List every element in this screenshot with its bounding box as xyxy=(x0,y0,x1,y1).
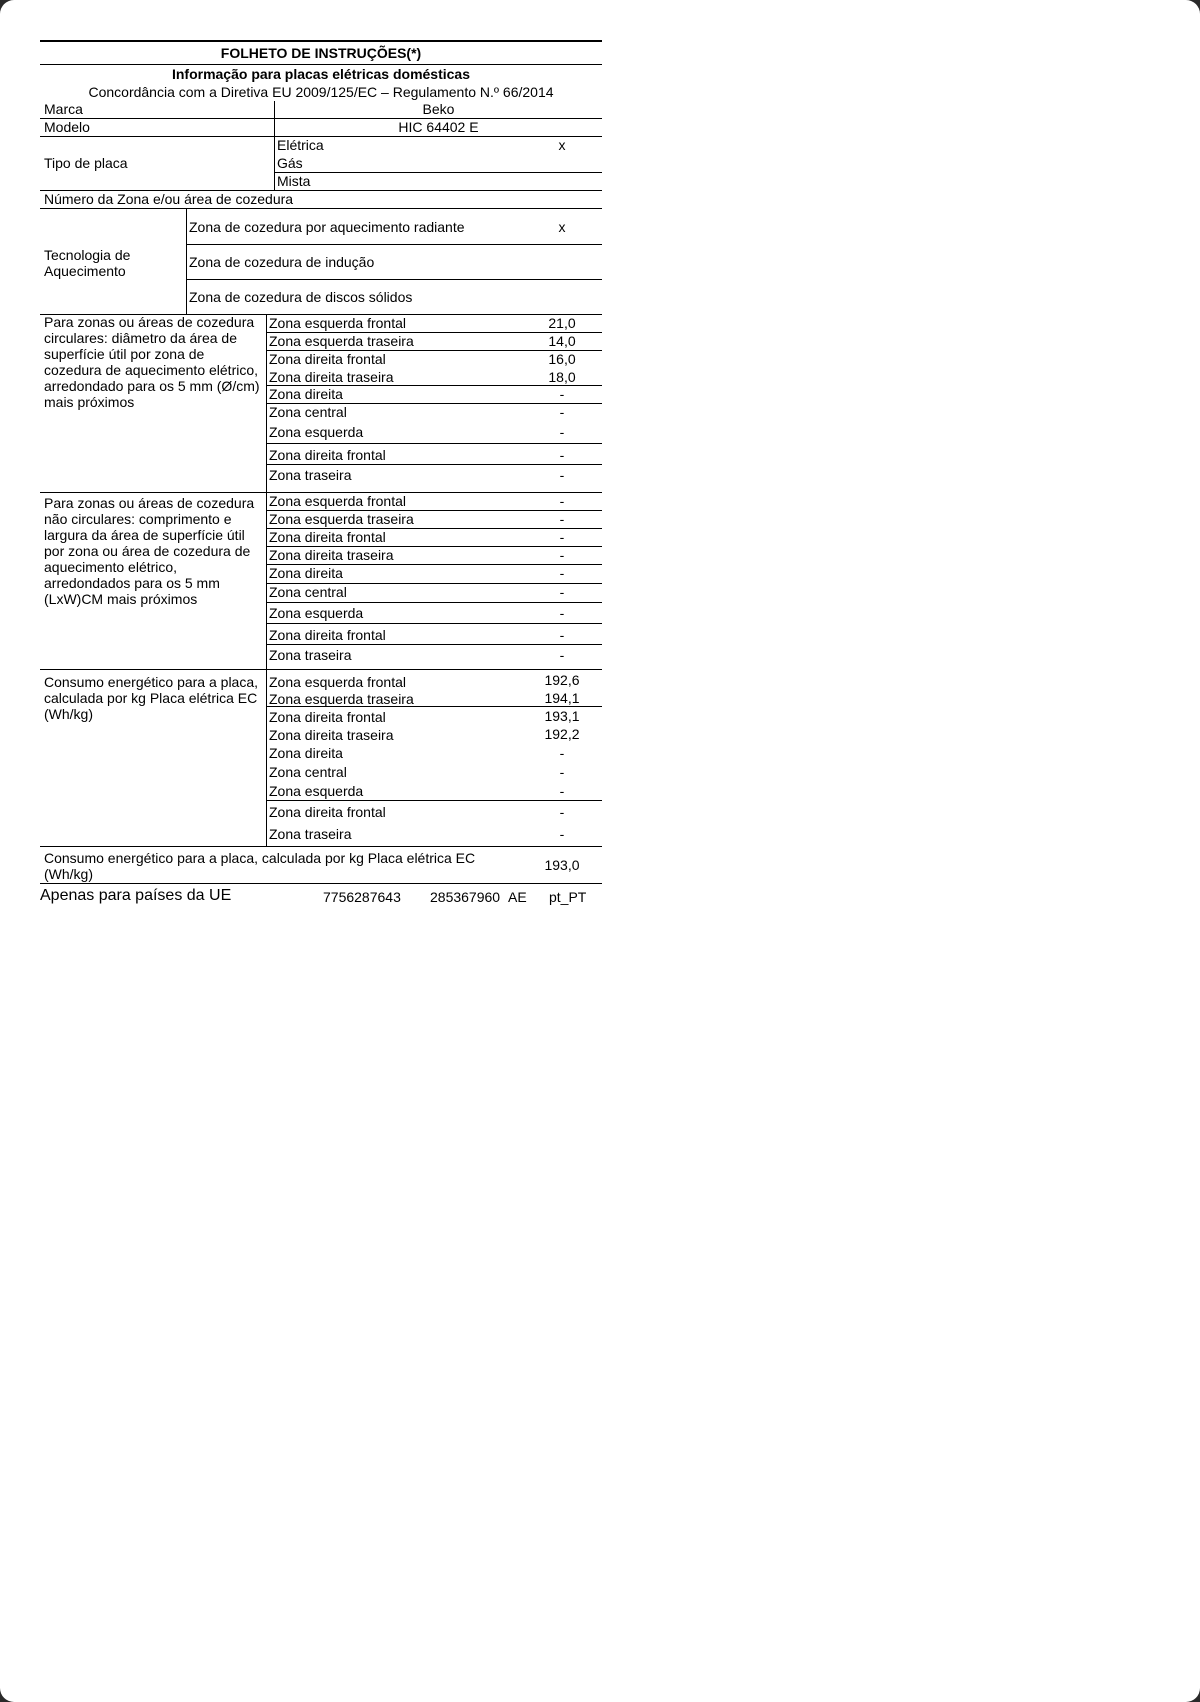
energy-zones-block xyxy=(40,670,602,847)
hob-type-option xyxy=(275,155,602,173)
option-name: Zona de cozedura de discos sólidos xyxy=(189,289,413,305)
zone-name: Zona esquerda xyxy=(269,605,364,621)
zone-row xyxy=(267,493,602,511)
noncircular-zones-list xyxy=(266,493,602,669)
option-name: Mista xyxy=(277,173,311,189)
zone-row xyxy=(267,386,602,404)
zone-value: - xyxy=(559,627,565,643)
zone-name: Zona esquerda xyxy=(269,424,364,440)
zone-row xyxy=(267,511,602,529)
circular-zones-label: Para zonas ou áreas de cozedura circulares: diâmetro da área de superfície útil por zona de cozedura de aquecimento elétrico, arredondado para os 5 mm (Ø/cm) mais próximos xyxy=(44,314,260,410)
footer-code-2: 285367960 xyxy=(430,889,501,905)
zone-row xyxy=(267,688,602,707)
heating-tech-option xyxy=(187,280,602,314)
zone-row xyxy=(267,444,602,465)
zone-value: - xyxy=(559,424,565,440)
zone-row xyxy=(267,762,602,781)
footer xyxy=(40,884,602,908)
zone-row xyxy=(267,404,602,424)
circular-zones-list xyxy=(266,315,602,492)
option-mark: x xyxy=(558,219,566,235)
total-energy-row xyxy=(40,847,602,884)
hob-type-label: Tipo de placa xyxy=(44,155,128,171)
zone-row xyxy=(267,603,602,624)
zone-value: - xyxy=(559,467,565,483)
total-energy-value: 193,0 xyxy=(544,857,580,873)
option-name: Zona de cozedura por aquecimento radiante xyxy=(189,219,465,235)
zone-row xyxy=(267,707,602,725)
zone-name: Zona central xyxy=(269,404,347,420)
brand-value: Beko xyxy=(274,101,602,118)
zone-row xyxy=(267,743,602,762)
zone-name: Zona esquerda traseira xyxy=(269,691,414,707)
option-name: Elétrica xyxy=(277,137,324,153)
hob-type-option xyxy=(275,137,602,155)
zone-row xyxy=(267,333,602,351)
zone-value: 21,0 xyxy=(548,315,576,331)
zone-row xyxy=(267,822,602,844)
zone-value: 16,0 xyxy=(548,351,576,367)
zone-name: Zona direita xyxy=(269,386,343,402)
noncircular-zones-label: Para zonas ou áreas de cozedura não circulares: comprimento e largura da área de superfície útil por zona ou área de cozedura de aquecimento elétrico, arredondados para os 5 mm (LxW)CM mais próximos xyxy=(44,495,255,607)
zone-value: - xyxy=(559,404,565,420)
zone-value: 192,6 xyxy=(544,672,580,688)
footer-code-1: 7756287643 xyxy=(323,889,401,905)
brand-label: Marca xyxy=(44,101,83,117)
zone-value: - xyxy=(559,547,565,563)
zone-value: 194,1 xyxy=(544,690,580,706)
zone-value: - xyxy=(559,386,565,402)
zone-name: Zona direita frontal xyxy=(269,709,386,725)
zone-name: Zona direita xyxy=(269,745,343,761)
zone-name: Zona esquerda frontal xyxy=(269,493,406,509)
zone-row xyxy=(267,547,602,565)
zone-value: - xyxy=(559,511,565,527)
zone-name: Zona direita xyxy=(269,565,343,581)
eu-only-note: Apenas para países da UE xyxy=(40,887,232,904)
directive-line: Concordância com a Diretiva EU 2009/125/EC – Regulamento N.º 66/2014 xyxy=(88,84,554,100)
zone-value: - xyxy=(559,783,565,799)
heating-tech-row xyxy=(40,209,602,315)
sheet-subtitle: Informação para placas elétricas domésticas xyxy=(40,64,602,83)
zone-row xyxy=(267,565,602,584)
zone-name: Zona direita traseira xyxy=(269,547,394,563)
option-name: Gás xyxy=(277,155,303,171)
heating-tech-option xyxy=(187,209,602,245)
zone-name: Zona esquerda traseira xyxy=(269,333,414,349)
footer-code-3: AE xyxy=(508,889,527,905)
hob-type-options xyxy=(274,137,602,190)
zone-name: Zona direita frontal xyxy=(269,447,386,463)
circular-zones-block xyxy=(40,315,602,493)
sheet-title: FOLHETO DE INSTRUÇÕES(*) xyxy=(40,40,602,64)
zone-row xyxy=(267,424,602,444)
zone-name: Zona central xyxy=(269,764,347,780)
zone-row xyxy=(267,369,602,386)
model-label: Modelo xyxy=(44,119,90,135)
zone-name: Zona esquerda frontal xyxy=(269,315,406,331)
zone-row xyxy=(267,670,602,688)
zone-value: 18,0 xyxy=(548,369,576,385)
zone-number-row: Número da Zona e/ou área de cozedura xyxy=(40,191,602,209)
zone-row xyxy=(267,465,602,485)
total-energy-label: Consumo energético para a placa, calculada por kg Placa elétrica EC (Wh/kg) xyxy=(44,850,476,882)
zone-row xyxy=(267,315,602,333)
zone-name: Zona direita traseira xyxy=(269,727,394,743)
zone-name: Zona esquerda traseira xyxy=(269,511,414,527)
zone-row xyxy=(267,351,602,369)
zone-value: - xyxy=(559,804,565,820)
energy-zones-list xyxy=(266,670,602,846)
zone-value: - xyxy=(559,605,565,621)
option-name: Zona de cozedura de indução xyxy=(189,254,375,270)
zone-name: Zona direita frontal xyxy=(269,351,386,367)
zone-value: - xyxy=(559,447,565,463)
zone-row xyxy=(267,584,602,603)
zone-value: - xyxy=(559,826,565,842)
zone-row xyxy=(267,624,602,645)
zone-name: Zona traseira xyxy=(269,467,352,483)
zone-row xyxy=(267,725,602,743)
zone-value: 193,1 xyxy=(544,708,580,724)
hob-type-option xyxy=(275,173,602,190)
zone-row xyxy=(267,529,602,547)
zone-value: - xyxy=(559,565,565,581)
zone-value: - xyxy=(559,647,565,663)
zone-row xyxy=(267,781,602,801)
model-row xyxy=(40,118,602,137)
brand-row xyxy=(40,101,602,118)
zone-value: 192,2 xyxy=(544,726,580,742)
heating-tech-option xyxy=(187,245,602,280)
zone-value: - xyxy=(559,764,565,780)
zone-value: - xyxy=(559,493,565,509)
zone-row xyxy=(267,801,602,822)
zone-name: Zona esquerda xyxy=(269,783,364,799)
hob-type-row xyxy=(40,137,602,191)
zone-row xyxy=(267,645,602,665)
zone-name: Zona direita frontal xyxy=(269,529,386,545)
zone-name: Zona direita frontal xyxy=(269,627,386,643)
energy-zones-label: Consumo energético para a placa, calculada por kg Placa elétrica EC (Wh/kg) xyxy=(44,674,259,722)
zone-name: Zona direita traseira xyxy=(269,369,394,385)
zone-name: Zona direita frontal xyxy=(269,804,386,820)
zone-value: 14,0 xyxy=(548,333,576,349)
zone-name: Zona traseira xyxy=(269,826,352,842)
locale-code: pt_PT xyxy=(549,889,587,905)
heating-tech-label: Tecnologia de Aquecimento xyxy=(44,247,131,279)
model-value: HIC 64402 E xyxy=(274,119,602,136)
zone-name: Zona traseira xyxy=(269,647,352,663)
option-mark: x xyxy=(558,137,566,153)
zone-name: Zona central xyxy=(269,584,347,600)
zone-name: Zona esquerda frontal xyxy=(269,674,406,690)
noncircular-zones-block xyxy=(40,493,602,670)
zone-value: - xyxy=(559,584,565,600)
heating-tech-options xyxy=(186,209,602,314)
zone-value: - xyxy=(559,529,565,545)
instruction-sheet xyxy=(40,40,602,908)
zone-value: - xyxy=(559,745,565,761)
